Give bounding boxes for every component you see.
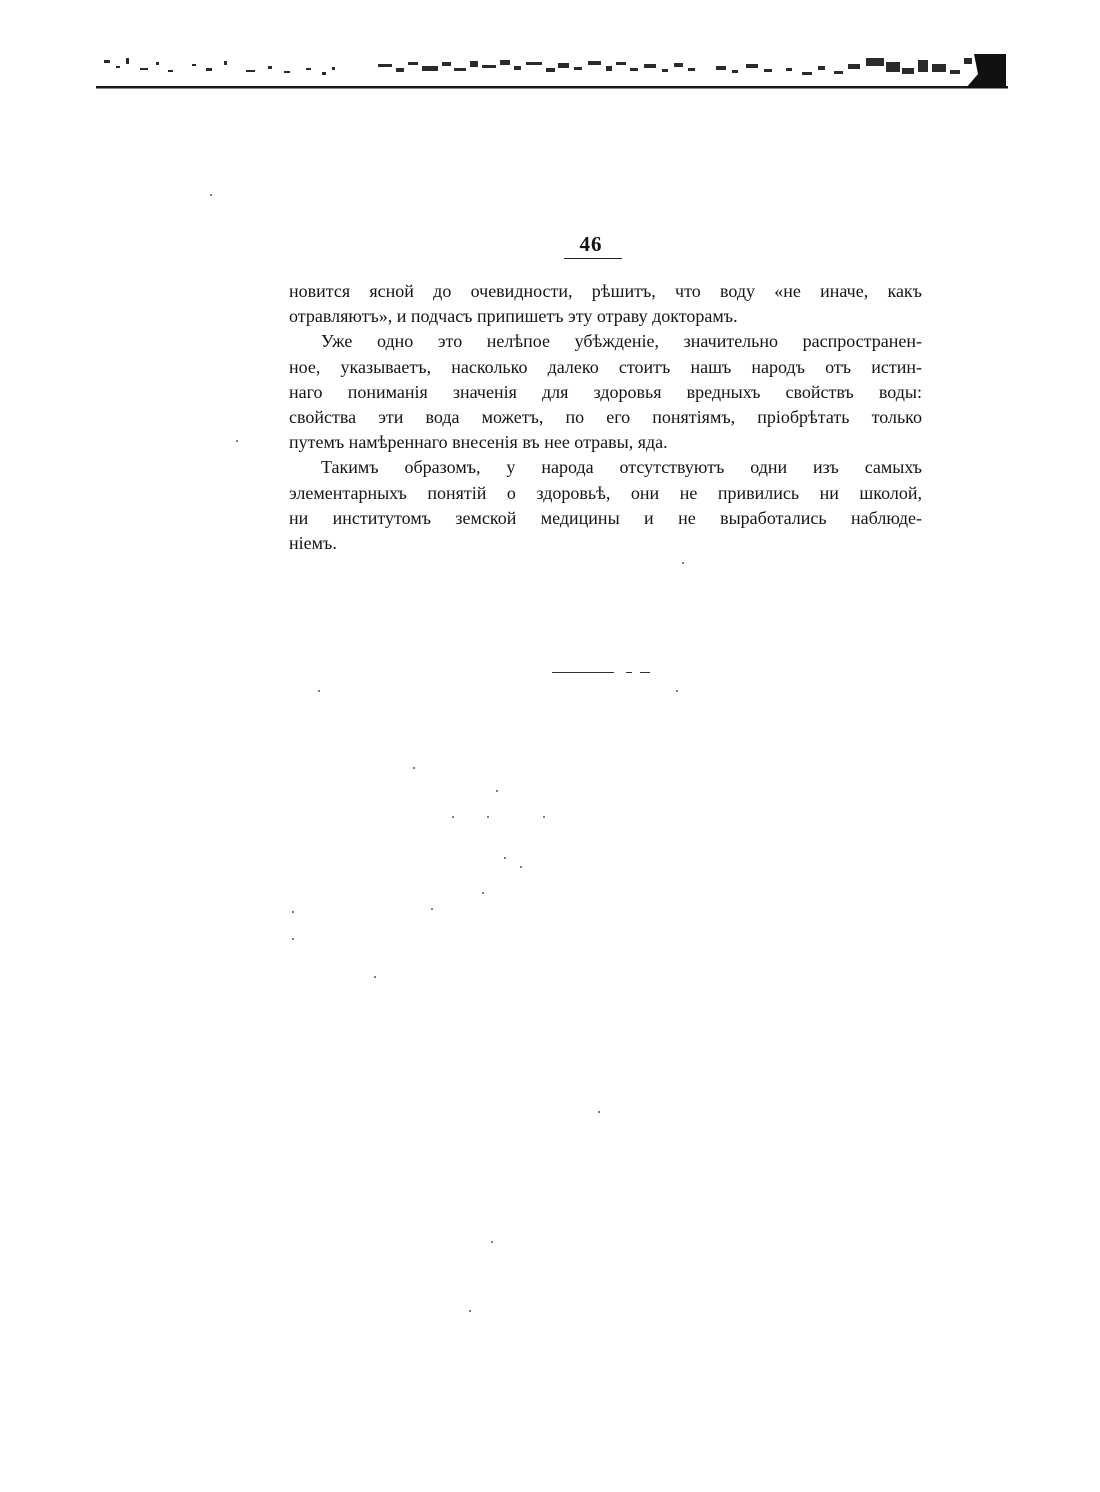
text-line: ніемъ. — [289, 532, 337, 553]
scan-speck — [504, 857, 506, 859]
scan-speck — [598, 1111, 600, 1113]
paragraph — [289, 329, 922, 455]
page-number-underline — [564, 258, 622, 259]
scan-speck — [496, 790, 498, 792]
text-line: наго пониманія значенія для здоровья вредныхъ свойствъ воды: — [289, 381, 922, 402]
scan-speck — [676, 690, 678, 692]
scan-speck — [318, 690, 320, 692]
end-rule — [552, 672, 614, 673]
scan-speck — [543, 816, 545, 818]
scan-speck — [292, 911, 294, 913]
scan-speck — [452, 816, 454, 818]
body-text — [289, 279, 922, 556]
text-line: свойства эти вода можетъ, по его понятіямъ, пріобрѣтать только — [289, 406, 922, 427]
text-line: путемъ намѣреннаго внесенія въ нее отравы, яда. — [289, 432, 668, 453]
scan-speck — [469, 1310, 471, 1312]
scan-speck — [520, 866, 522, 868]
scan-speck — [413, 767, 415, 769]
text-line: ни институтомъ земской медицины и не выработались наблюде- — [289, 507, 922, 528]
scan-edge-artifact — [96, 44, 1008, 94]
scan-speck — [292, 938, 294, 940]
scan-speck — [682, 562, 684, 564]
scan-speck — [374, 976, 376, 978]
end-rule-dash — [640, 672, 650, 673]
text-line: Уже одно это нелѣпое убѣжденіе, значительно распространен- — [321, 331, 922, 352]
text-line: элементарныхъ понятій о здоровьѣ, они не привились ни школой, — [289, 482, 922, 503]
text-line: отравляютъ», и подчасъ припишетъ эту отраву докторамъ. — [289, 306, 738, 327]
paragraph — [289, 279, 922, 329]
text-line: новится ясной до очевидности, рѣшитъ, что воду «не иначе, какъ — [289, 281, 922, 301]
page-number: 46 — [579, 232, 603, 256]
scan-speck — [210, 194, 212, 196]
scan-speck — [487, 816, 489, 818]
paragraph — [289, 455, 922, 556]
scan-speck — [236, 440, 238, 442]
text-line: Такимъ образомъ, у народа отсутствуютъ одни изъ самыхъ — [321, 457, 922, 478]
scan-speck — [431, 908, 433, 910]
scan-speck — [482, 892, 484, 894]
scan-speck — [491, 1241, 493, 1243]
text-line: ное, указываетъ, насколько далеко стоитъ нашъ народъ отъ истин- — [289, 356, 922, 377]
end-rule-dash — [626, 672, 632, 673]
